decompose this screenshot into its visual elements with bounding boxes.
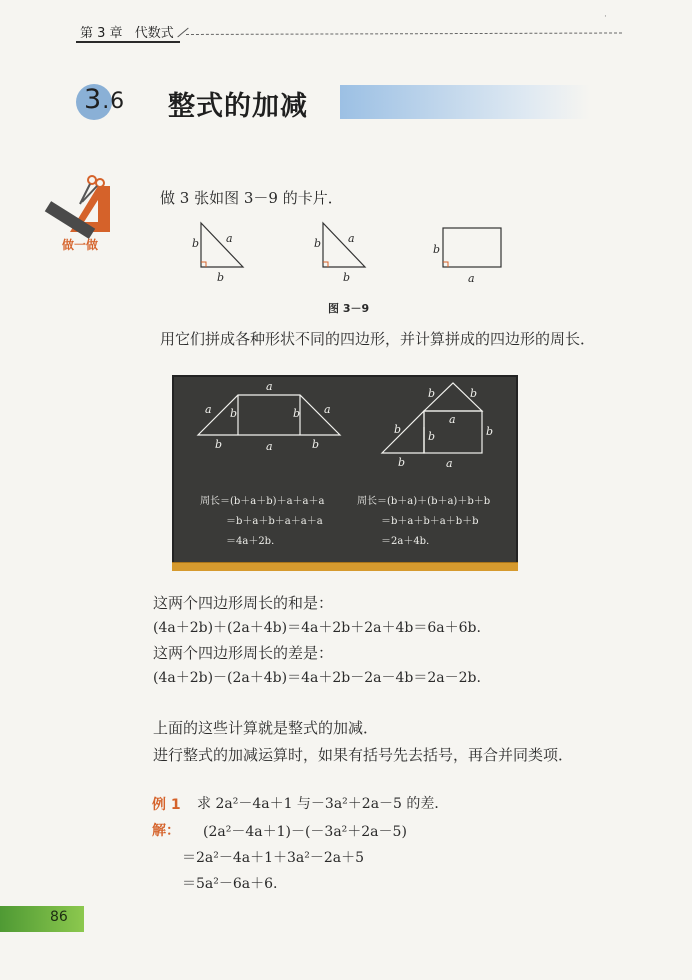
- example-problem: 求 2a²－4a＋1 与－3a²＋2a－5 的差．: [197, 796, 449, 812]
- board-left-formula-3: ＝4a＋2b．: [226, 536, 282, 547]
- activity-badge-label: 做一做: [62, 238, 99, 252]
- board-left-inner-b: b: [230, 407, 238, 420]
- solution-label: 解：: [152, 823, 180, 839]
- diff-equation: (4a＋2b)－(2a＋4b)＝4a＋2b－2a－4b＝2a－2b.: [153, 670, 481, 686]
- section-number: 3.6: [84, 84, 126, 115]
- board-left-formula-1: 周长＝(b＋a＋b)＋a＋a＋a: [200, 496, 325, 507]
- diff-intro: 这两个四边形周长的差是：: [153, 644, 334, 662]
- board-right-square-a: a: [449, 413, 456, 426]
- chapter-title: 代数式: [134, 26, 174, 41]
- chapter-number: 第 3 章: [80, 26, 123, 41]
- card1-label-a: a: [226, 232, 233, 245]
- board-left-bottom-a: a: [266, 440, 273, 453]
- card2-label-b: b: [314, 237, 322, 250]
- figure-caption: 图 3－9: [328, 302, 370, 315]
- board-right-top-b1: b: [428, 387, 436, 400]
- chapter-header: [80, 22, 174, 41]
- card2-label-a: a: [348, 232, 355, 245]
- card1-label-base: b: [217, 271, 225, 284]
- board-right-formula-2: ＝b＋a＋b＋a＋b＋b: [381, 516, 479, 527]
- section-title-bar: [340, 85, 590, 119]
- solution-step-1: (2a²－4a＋1)－(－3a²＋2a－5): [203, 824, 407, 840]
- board-right-slant-b: b: [394, 423, 402, 436]
- summary-line-2: 进行整式的加减运算时，如果有括号先去括号，再合并同类项．: [153, 746, 574, 764]
- board-right-inner-b: b: [428, 430, 436, 443]
- card2-label-base: b: [343, 271, 351, 284]
- board-right-bottom-a: a: [446, 457, 453, 470]
- chalkboard-labels: [172, 375, 518, 565]
- sum-intro: 这两个四边形周长的和是：: [153, 594, 334, 612]
- corner-mark: ·: [604, 12, 607, 22]
- board-left-formula-2: ＝b＋a＋b＋a＋a＋a: [226, 516, 323, 527]
- rect-label-a: a: [468, 272, 475, 285]
- board-right-side-b: b: [486, 425, 494, 438]
- header-dashed-rule: [186, 32, 622, 35]
- rect-label-b: b: [433, 243, 441, 256]
- example-label: 例 1: [152, 797, 181, 813]
- card1-label-b: b: [192, 237, 200, 250]
- page-number-band: [0, 906, 84, 932]
- figure-3-9-labels: [185, 215, 515, 295]
- board-right-formula-1: 周长＝(b＋a)＋(b＋a)＋b＋b: [357, 496, 491, 507]
- board-right-bottom-b: b: [398, 456, 406, 469]
- solution-step-3: ＝5a²－6a＋6.: [182, 876, 278, 892]
- activity-intro: 做 3 张如图 3－9 的卡片．: [160, 189, 343, 207]
- activity-instruction: 用它们拼成各种形状不同的四边形，并计算拼成的四边形的周长．: [160, 330, 596, 348]
- summary-line-1: 上面的这些计算就是整式的加减．: [153, 719, 379, 737]
- section-title: 整式的加减: [168, 91, 308, 122]
- board-right-formula-3: ＝2a＋4b．: [381, 536, 437, 547]
- board-right-top-b2: b: [470, 387, 478, 400]
- solution-step-2: ＝2a²－4a＋1＋3a²－2a＋5: [182, 850, 365, 866]
- board-left-top-a: a: [266, 380, 273, 393]
- board-left-right-b: b: [293, 407, 301, 420]
- sum-equation: (4a＋2b)＋(2a＋4b)＝4a＋2b＋2a＋4b＝6a＋6b.: [153, 620, 481, 636]
- board-left-side-a: a: [205, 403, 212, 416]
- header-slash: [177, 28, 188, 38]
- board-left-bottom-b2: b: [312, 438, 320, 451]
- header-underline: [76, 41, 180, 43]
- page-number: 86: [50, 909, 68, 925]
- board-left-bottom-b1: b: [215, 438, 223, 451]
- board-left-right-a: a: [324, 403, 331, 416]
